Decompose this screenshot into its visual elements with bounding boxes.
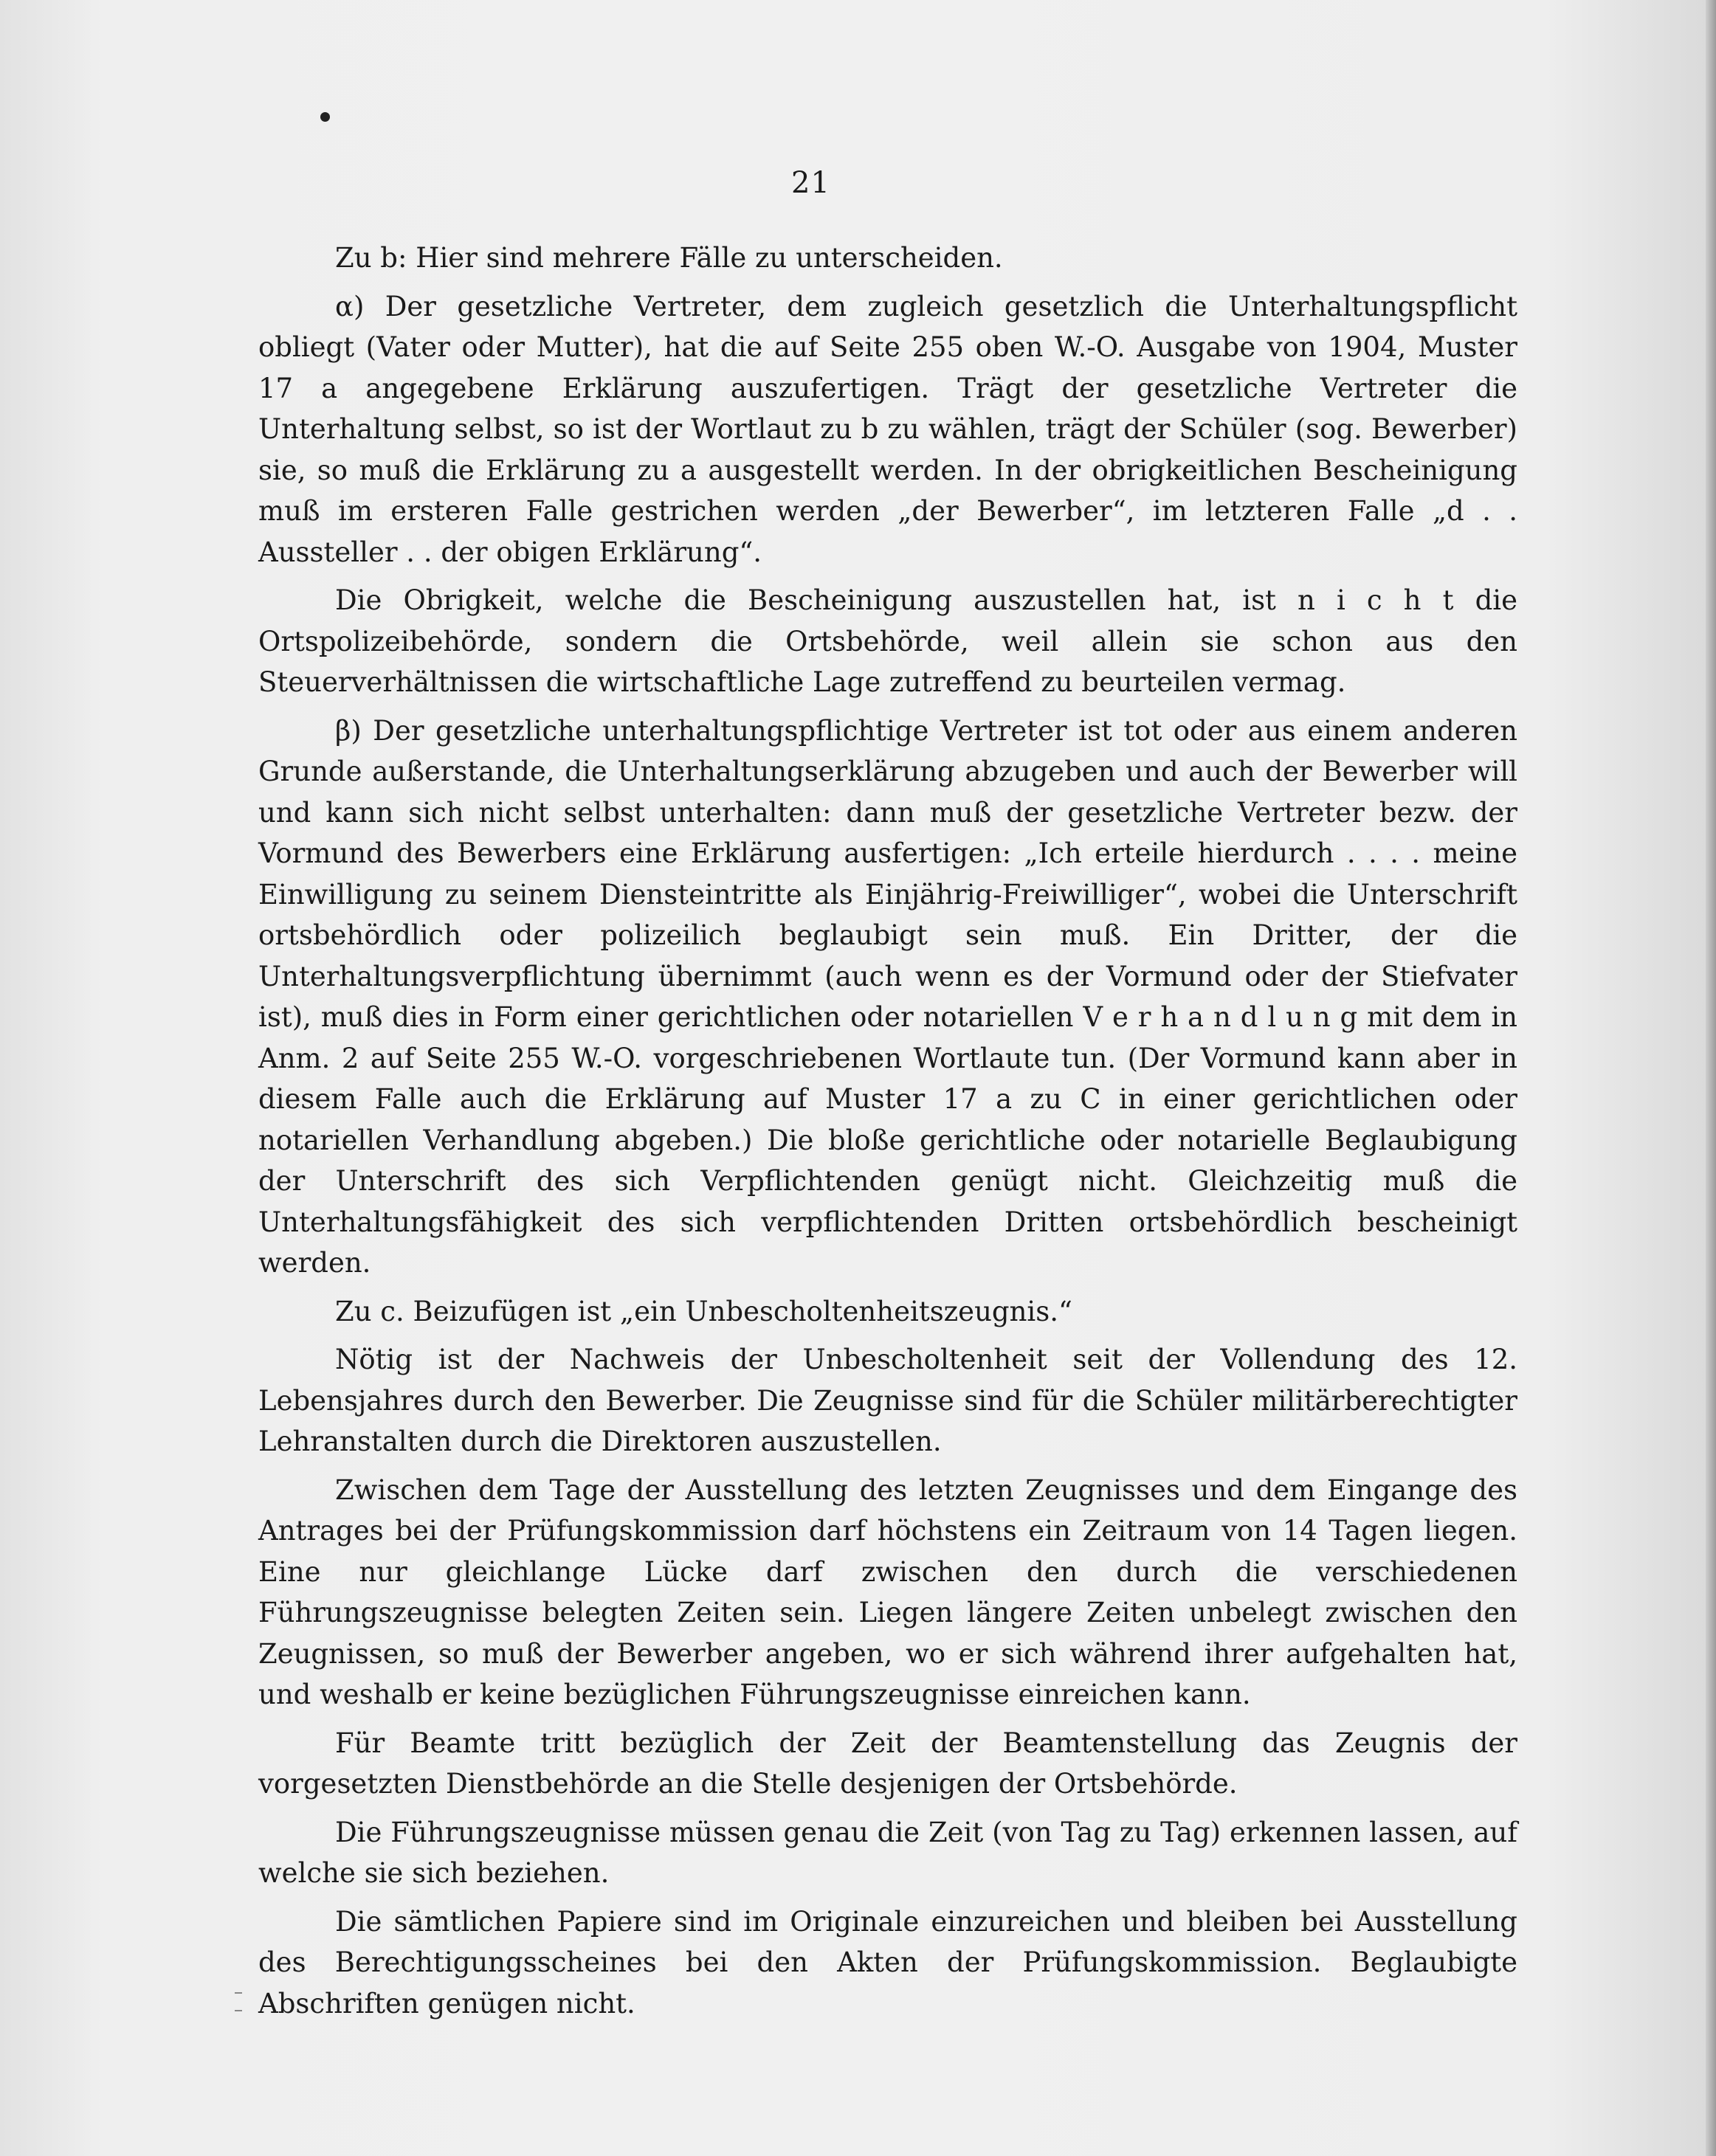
margin-marks <box>235 1992 244 2036</box>
paragraph-beamte: Für Beamte tritt bezüglich der Zeit der Beamtenstellung das Zeugnis der vorgesetzten Dienstbehörde an die Stelle desjenigen der Ortsbehörde. <box>258 1727 1517 1800</box>
paragraph-zu-c: Zu c. Beizufügen ist „ein Unbescholtenheitszeugnis.“ <box>335 1295 1072 1327</box>
body-text <box>258 238 1517 2031</box>
paragraph-obrigkeit: Die Obrigkeit, welche die Bescheinigung auszustellen hat, ist n i c h t die Ortspolizeibehörde, sondern die Ortsbehörde, weil allein sie schon aus den Steuerverhältnissen die wirtschaftliche Lage zutreffend zu beurteilen vermag. <box>258 584 1517 698</box>
paragraph-beta: β) Der gesetzliche unterhaltungspflichtige Vertreter ist tot oder aus einem anderen Grunde außerstande, die Unterhaltungserklärung abzugeben und auch der Bewerber will und kann sich nicht selbst unterhalten: dann muß der gesetzliche Vertreter bezw. der Vormund des Bewerbers eine Erklärung ausfertigen: „Ich erteile hierdurch . . . . meine Einwilligung zu seinem Diensteintritte als Einjährig-Freiwilliger“, wobei die Unterschrift ortsbehördlich oder polizeilich beglaubigt sein muß. Ein Dritter, der die Unterhaltungsverpflichtung übernimmt (auch wenn es der Vormund oder der Stiefvater ist), muß dies in Form einer gerichtlichen oder notariellen V e r h a n d l u n g mit dem in Anm. 2 auf Seite 255 W.-O. vorgeschriebenen Wortlaute tun. (Der Vormund kann aber in diesem Falle auch die Erklärung auf Muster 17 a zu C in einer gerichtlichen oder notariellen Verhandlung abgeben.) Die bloße gerichtliche oder notarielle Beglaubigung der Unterschrift des sich Verpflichtenden genügt nicht. Gleichzeitig muß die Unterhaltungsfähigkeit des sich verpflichtenden Dritten ortsbehördlich bescheinigt werden. <box>258 714 1517 1279</box>
paragraph-alpha: α) Der gesetzliche Vertreter, dem zugleich gesetzlich die Unterhaltungspflicht obliegt (Vater oder Mutter), hat die auf Seite 255 oben W.-O. Ausgabe von 1904, Muster 17 a angegebene Erklärung auszufertigen. Trägt der gesetzliche Vertreter die Unterhaltung selbst, so ist der Wortlaut zu b zu wählen, trägt der Schüler (sog. Bewerber) sie, so muß die Erklärung zu a ausgestellt werden. In der obrigkeitlichen Bescheinigung muß im ersteren Falle gestrichen werden „der Bewerber“, im letzteren Falle „d . . Aussteller . . der obigen Erklärung“. <box>258 290 1517 568</box>
page-edge-shadow <box>1706 0 1716 2156</box>
margin-mark <box>235 2010 242 2011</box>
paragraph-noetig: Nötig ist der Nachweis der Unbescholtenheit seit der Vollendung des 12. Lebensjahres durch den Bewerber. Die Zeugnisse sind für die Schüler militärberechtigter Lehranstalten durch die Direktoren auszustellen. <box>258 1344 1517 1457</box>
margin-mark <box>235 1992 242 1994</box>
ink-dot <box>320 112 330 122</box>
paragraph-zwischen: Zwischen dem Tage der Ausstellung des letzten Zeugnisses und dem Eingange des Antrages bei der Prüfungskommission darf höchstens ein Zeitraum von 14 Tagen liegen. Eine nur gleichlange Lücke darf zwischen den durch die verschiedenen Führungszeugnisse belegten Zeiten sein. Liegen längere Zeiten unbelegt zwischen den Zeugnissen, so muß der Bewerber angeben, wo er sich während ihrer aufgehalten hat, und weshalb er keine bezüglichen Führungszeugnisse einreichen kann. <box>258 1473 1517 1710</box>
paragraph-papiere: Die sämtlichen Papiere sind im Originale einzureichen und bleiben bei Ausstellung des Berechtigungsscheines bei den Akten der Prüfungskommission. Beglaubigte Abschriften genügen nicht. <box>258 1905 1517 2019</box>
paragraph-zu-b: Zu b: Hier sind mehrere Fälle zu unterscheiden. <box>335 242 1003 274</box>
paragraph-fuehrungszeugnisse: Die Führungszeugnisse müssen genau die Zeit (von Tag zu Tag) erkennen lassen, auf welche sie sich beziehen. <box>258 1816 1517 1889</box>
page-number: 21 <box>791 166 830 200</box>
